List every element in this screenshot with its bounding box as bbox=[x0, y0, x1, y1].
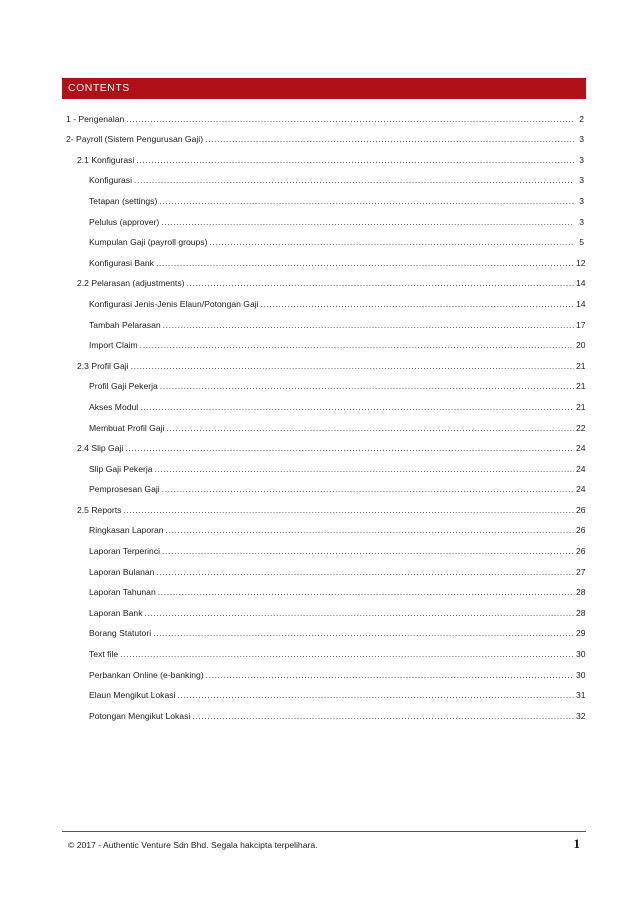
toc-entry-page: 21 bbox=[576, 401, 586, 412]
toc-entry-page: 3 bbox=[579, 216, 584, 227]
toc-entry-page: 21 bbox=[576, 381, 586, 392]
toc-entry[interactable] bbox=[62, 269, 586, 290]
toc-entry-title: Potongan Mengikut Lokasi bbox=[89, 710, 191, 721]
toc-entry-title: 2.3 Profil Gaji bbox=[77, 360, 129, 371]
toc-entry-page: 3 bbox=[579, 175, 584, 186]
toc-entry-page: 14 bbox=[576, 278, 586, 289]
toc-dot-leader bbox=[186, 278, 574, 289]
toc-entry[interactable] bbox=[62, 289, 586, 310]
toc-entry-title: Konfigurasi bbox=[89, 175, 132, 186]
toc-entry-page: 12 bbox=[576, 257, 586, 268]
toc-entry-title: Slip Gaji Pekerja bbox=[89, 463, 153, 474]
toc-entry[interactable] bbox=[62, 475, 586, 496]
toc-entry[interactable] bbox=[62, 248, 586, 269]
toc-dot-leader bbox=[131, 361, 574, 372]
toc-dot-leader bbox=[206, 670, 574, 681]
toc-dot-leader bbox=[140, 340, 574, 351]
toc-entry-page: 28 bbox=[576, 607, 586, 618]
toc-entry[interactable] bbox=[62, 454, 586, 475]
toc-entry[interactable] bbox=[62, 557, 586, 578]
toc-entry-title: Membuat Profil Gaji bbox=[89, 422, 165, 433]
toc-entry[interactable] bbox=[62, 619, 586, 640]
toc-entry[interactable] bbox=[62, 578, 586, 599]
toc-entry[interactable] bbox=[62, 598, 586, 619]
toc-dot-leader bbox=[120, 649, 574, 660]
toc-entry-page: 24 bbox=[576, 463, 586, 474]
toc-entry[interactable] bbox=[62, 434, 586, 455]
toc-entry[interactable] bbox=[62, 207, 586, 228]
toc-entry-page: 26 bbox=[576, 525, 586, 536]
toc-entry[interactable] bbox=[62, 639, 586, 660]
toc-dot-leader bbox=[158, 587, 574, 598]
toc-entry-page: 29 bbox=[576, 628, 586, 639]
toc-entry-title: 2.1 Konfigurasi bbox=[77, 154, 135, 165]
toc-entry[interactable] bbox=[62, 166, 586, 187]
toc-entry-page: 2 bbox=[579, 113, 584, 124]
toc-dot-leader bbox=[159, 196, 574, 207]
contents-heading: CONTENTS bbox=[62, 78, 586, 99]
toc-entry-page: 17 bbox=[576, 319, 586, 330]
toc-entry[interactable] bbox=[62, 228, 586, 249]
toc-entry-title: Tetapan (settings) bbox=[89, 195, 158, 206]
toc-entry-page: 26 bbox=[576, 504, 586, 515]
toc-entry-page: 3 bbox=[579, 154, 584, 165]
toc-entry-title: Tambah Pelarasan bbox=[89, 319, 161, 330]
toc-entry[interactable] bbox=[62, 104, 586, 125]
toc-entry-page: 30 bbox=[576, 669, 586, 680]
toc-entry-title: Ringkasan Laporan bbox=[89, 525, 164, 536]
toc-entry-page: 24 bbox=[576, 484, 586, 495]
toc-entry-title: Perbankan Online (e-banking) bbox=[89, 669, 204, 680]
toc-entry-page: 14 bbox=[576, 298, 586, 309]
toc-dot-leader bbox=[140, 402, 574, 413]
toc-dot-leader bbox=[160, 381, 574, 392]
toc-entry[interactable] bbox=[62, 536, 586, 557]
toc-entry-page: 3 bbox=[579, 134, 584, 145]
toc-entry-title: 2.2 Pelarasan (adjustments) bbox=[77, 278, 185, 289]
footer-divider bbox=[62, 831, 586, 832]
footer-copyright: © 2017 - Authentic Venture Sdn Bhd. Segala hakcipta terpelihara. bbox=[68, 840, 318, 850]
toc-entry[interactable] bbox=[62, 351, 586, 372]
toc-entry-page: 32 bbox=[576, 710, 586, 721]
toc-dot-leader bbox=[153, 628, 574, 639]
toc-dot-leader bbox=[123, 505, 574, 516]
toc-dot-leader bbox=[155, 464, 574, 475]
toc-dot-leader bbox=[166, 423, 574, 434]
toc-entry-page: 31 bbox=[576, 690, 586, 701]
toc-entry[interactable] bbox=[62, 392, 586, 413]
toc-dot-leader bbox=[134, 175, 574, 186]
toc-entry[interactable] bbox=[62, 372, 586, 393]
toc-entry[interactable] bbox=[62, 186, 586, 207]
toc-entry-page: 30 bbox=[576, 649, 586, 660]
toc-entry-title: Profil Gaji Pekerja bbox=[89, 381, 158, 392]
toc-entry-title: Konfigurasi Jenis-Jenis Elaun/Potongan Gaji bbox=[89, 298, 259, 309]
toc-entry-title: Borang Statutori bbox=[89, 628, 152, 639]
toc-entry-page: 26 bbox=[576, 546, 586, 557]
toc-entry-title: Konfigurasi Bank bbox=[89, 257, 154, 268]
toc-dot-leader bbox=[177, 690, 574, 701]
toc-entry-page: 22 bbox=[576, 422, 586, 433]
table-of-contents bbox=[62, 104, 586, 722]
toc-entry[interactable] bbox=[62, 495, 586, 516]
toc-entry-title: Akses Modul bbox=[89, 401, 139, 412]
toc-entry[interactable] bbox=[62, 413, 586, 434]
toc-dot-leader bbox=[126, 114, 574, 125]
toc-entry-title: 1 - Pengenalan bbox=[66, 113, 125, 124]
toc-entry-title: Pelulus (approver) bbox=[89, 216, 160, 227]
toc-entry-page: 27 bbox=[576, 566, 586, 577]
toc-entry[interactable] bbox=[62, 145, 586, 166]
toc-entry-title: 2.5 Reports bbox=[77, 504, 122, 515]
toc-dot-leader bbox=[161, 217, 574, 228]
toc-entry[interactable] bbox=[62, 660, 586, 681]
toc-dot-leader bbox=[162, 484, 574, 495]
toc-entry-page: 24 bbox=[576, 443, 586, 454]
toc-entry-title: Pemprosesan Gaji bbox=[89, 484, 160, 495]
toc-entry-title: Text file bbox=[89, 649, 119, 660]
toc-dot-leader bbox=[205, 134, 574, 145]
toc-entry-title: 2- Payroll (Sistem Pengurusan Gaji) bbox=[66, 134, 204, 145]
toc-entry-title: Import Claim bbox=[89, 340, 138, 351]
toc-entry-page: 21 bbox=[576, 360, 586, 371]
toc-dot-leader bbox=[145, 608, 574, 619]
toc-entry-page: 3 bbox=[579, 195, 584, 206]
toc-entry[interactable] bbox=[62, 310, 586, 331]
toc-dot-leader bbox=[156, 258, 574, 269]
toc-entry-page: 5 bbox=[579, 237, 584, 248]
toc-dot-leader bbox=[261, 299, 574, 310]
toc-entry-page: 20 bbox=[576, 340, 586, 351]
toc-entry-title: Kumpulan Gaji (payroll groups) bbox=[89, 237, 208, 248]
toc-entry[interactable] bbox=[62, 516, 586, 537]
toc-entry-title: Laporan Bank bbox=[89, 607, 143, 618]
toc-dot-leader bbox=[192, 711, 574, 722]
toc-dot-leader bbox=[163, 320, 574, 331]
toc-entry-title: Laporan Bulanan bbox=[89, 566, 155, 577]
footer-page-number: 1 bbox=[573, 836, 580, 851]
toc-dot-leader bbox=[136, 155, 574, 166]
toc-dot-leader bbox=[209, 237, 574, 248]
toc-dot-leader bbox=[166, 525, 574, 536]
toc-entry-page: 28 bbox=[576, 587, 586, 598]
toc-entry-title: Laporan Terperinci bbox=[89, 546, 161, 557]
toc-entry[interactable] bbox=[62, 331, 586, 352]
toc-entry[interactable] bbox=[62, 125, 586, 146]
toc-entry-title: Elaun Mengikut Lokasi bbox=[89, 690, 176, 701]
toc-entry[interactable] bbox=[62, 681, 586, 702]
toc-dot-leader bbox=[162, 546, 574, 557]
toc-dot-leader bbox=[125, 443, 574, 454]
toc-entry-title: Laporan Tahunan bbox=[89, 587, 156, 598]
toc-entry[interactable] bbox=[62, 701, 586, 722]
toc-dot-leader bbox=[156, 567, 574, 578]
toc-entry-title: 2.4 Slip Gaji bbox=[77, 443, 124, 454]
